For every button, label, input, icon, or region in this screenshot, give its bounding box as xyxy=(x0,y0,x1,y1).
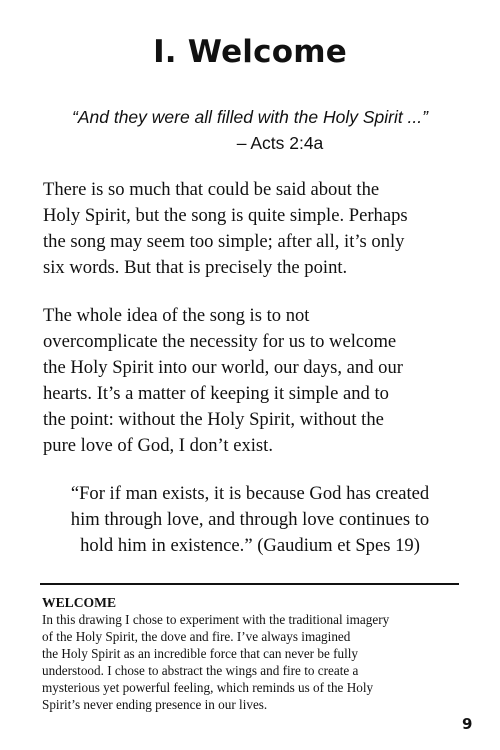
quote-line: “For if man exists, it is because God has created xyxy=(70,483,430,504)
paragraph-line: the point: without the Holy Spirit, without the xyxy=(43,409,384,430)
block-quote xyxy=(30,481,470,559)
note-line: understood. I chose to abstract the wings and fire to create a xyxy=(42,663,359,678)
note-line: of the Holy Spirit, the dove and fire. I’ve always imagined xyxy=(42,629,351,644)
section-divider xyxy=(40,583,459,585)
paragraph-line: pure love of God, I don’t exist. xyxy=(43,435,273,456)
paragraph-line: There is so much that could be said about the xyxy=(43,179,380,200)
quote-line: hold him in existence.” (Gaudium et Spes 19) xyxy=(80,535,420,556)
epigraph-quote: “And they were all filled with the Holy Spirit ...” xyxy=(72,107,428,127)
epigraph xyxy=(0,104,500,156)
page-title: I. Welcome xyxy=(153,34,347,70)
artwork-note xyxy=(42,594,462,713)
paragraph-line: Holy Spirit, but the song is quite simple. Perhaps xyxy=(43,205,408,226)
paragraph-line: the Holy Spirit into our world, our days, and our xyxy=(43,357,403,378)
paragraph-line: the song may seem too simple; after all, it’s only xyxy=(43,231,405,252)
paragraph-line: overcomplicate the necessity for us to welcome xyxy=(43,331,397,352)
note-line: Spirit’s never ending presence in our lives. xyxy=(42,697,268,712)
note-line: the Holy Spirit as an incredible force that can never be fully xyxy=(42,646,359,661)
page-number: 9 xyxy=(462,715,473,733)
paragraph-line: The whole idea of the song is to not xyxy=(43,305,310,326)
epigraph-reference: – Acts 2:4a xyxy=(236,133,324,153)
note-line: In this drawing I chose to experiment with the traditional imagery xyxy=(42,612,390,627)
paragraph-line: six words. But that is precisely the point. xyxy=(43,257,348,278)
body-paragraph-2 xyxy=(43,303,463,459)
paragraph-line: hearts. It’s a matter of keeping it simple and to xyxy=(43,383,389,404)
note-heading: WELCOME xyxy=(42,595,117,610)
body-paragraph-1 xyxy=(43,177,463,281)
note-line: mysterious yet powerful feeling, which reminds us of the Holy xyxy=(42,680,374,695)
quote-line: him through love, and through love continues to xyxy=(70,509,430,530)
